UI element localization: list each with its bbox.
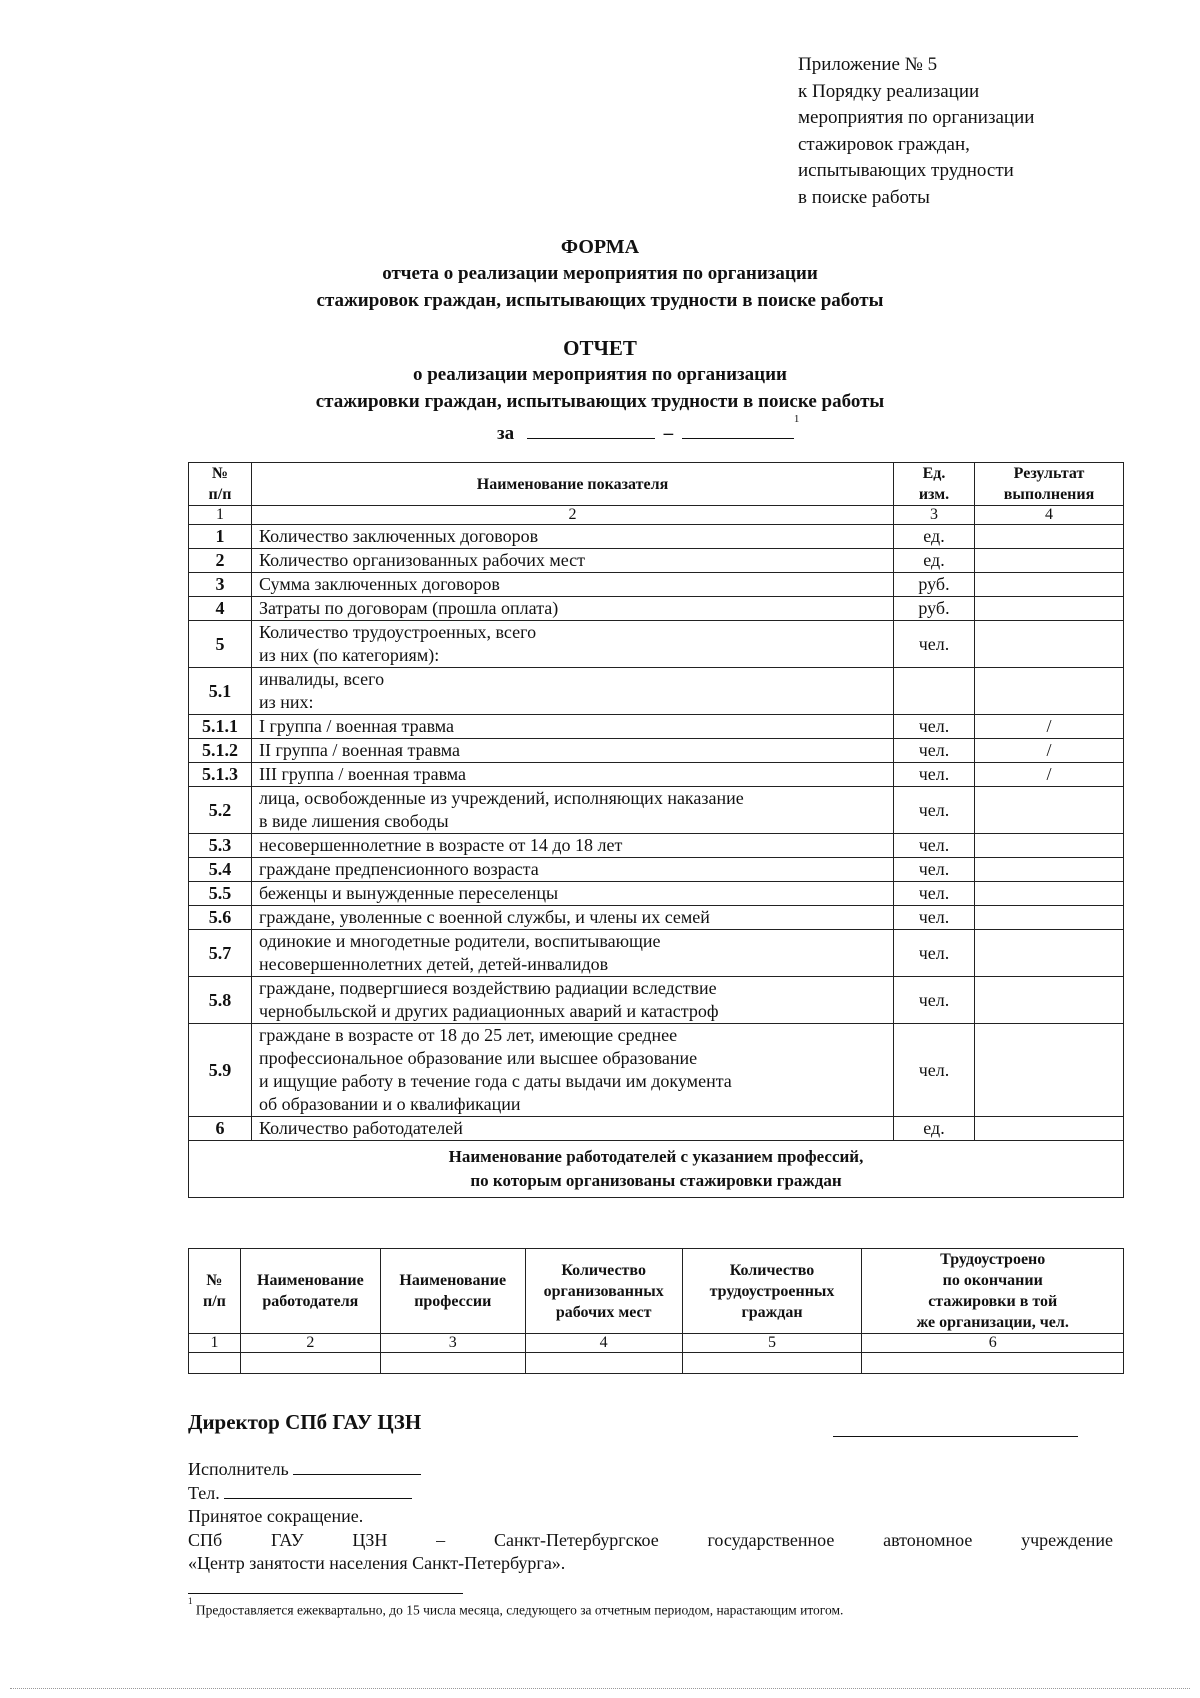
indicator-name (252, 739, 894, 763)
row-number: 5.7 (189, 930, 252, 977)
column-index: 4 (975, 506, 1124, 525)
column-index: 1 (189, 506, 252, 525)
employers-header-cell: Количество организованных рабочих мест (525, 1249, 682, 1334)
row-number: 5.5 (189, 882, 252, 906)
indicator-name (252, 977, 894, 1024)
result-cell[interactable] (975, 834, 1124, 858)
unit-of-measure: руб. (894, 597, 975, 621)
indicator-name-line: и ищущие работу в течение года с даты выдачи им документа (259, 1071, 732, 1091)
unit-of-measure: руб. (894, 573, 975, 597)
indicator-name (252, 549, 894, 573)
column-index: 2 (252, 506, 894, 525)
indicator-name (252, 834, 894, 858)
indicator-name-line: из них: (259, 692, 314, 712)
row-number: 3 (189, 573, 252, 597)
unit-of-measure: чел. (894, 787, 975, 834)
indicator-name-line: III группа / военная травма (259, 764, 467, 784)
abbreviation-line1: СПб ГАУ ЦЗН – Санкт-Петербургское государственное автономное учреждение (188, 1529, 1113, 1550)
unit-of-measure: чел. (894, 834, 975, 858)
unit-of-measure: чел. (894, 977, 975, 1024)
row-number: 5.1.1 (189, 715, 252, 739)
table-row (189, 882, 1124, 906)
column-index: 1 (189, 1334, 241, 1353)
appendix-line: Приложение № 5 (798, 54, 938, 75)
employers-header-row (189, 1249, 1124, 1334)
result-cell[interactable] (975, 1024, 1124, 1117)
empty-cell[interactable] (682, 1353, 862, 1374)
form-subtitle-line2: стажировок граждан, испытывающих трудности в поиске работы (316, 290, 884, 311)
unit-of-measure: чел. (894, 739, 975, 763)
result-cell[interactable] (975, 668, 1124, 715)
result-cell[interactable] (975, 858, 1124, 882)
indicator-name-line: граждане в возрасте от 18 до 25 лет, имеющие среднее (259, 1025, 678, 1045)
table-row (189, 906, 1124, 930)
column-index: 6 (862, 1334, 1124, 1353)
table-row (189, 621, 1124, 668)
row-number: 4 (189, 597, 252, 621)
row-number: 5.1 (189, 668, 252, 715)
employers-header-cell: Трудоустроено по окончании стажировки в той же организации, чел. (862, 1249, 1124, 1334)
header-unit: Ед. изм. (894, 463, 975, 506)
table-row (189, 1117, 1124, 1141)
indicator-name-line: граждане, подвергшиеся воздействию радиации вследствие (259, 978, 717, 998)
employers-index-row (189, 1334, 1124, 1353)
period-start-field[interactable] (527, 418, 655, 439)
indicator-name-line: Количество работодателей (259, 1118, 463, 1138)
row-number: 5.1.2 (189, 739, 252, 763)
executor-field[interactable] (293, 1458, 421, 1475)
table-row (189, 597, 1124, 621)
unit-of-measure: ед. (894, 1117, 975, 1141)
table-row (189, 977, 1124, 1024)
indicator-name-line: I группа / военная травма (259, 716, 455, 736)
table-row (189, 1024, 1124, 1117)
indicator-name-line: Количество трудоустроенных, всего (259, 622, 537, 642)
form-title: ФОРМА (560, 236, 640, 258)
table-row (189, 834, 1124, 858)
column-index: 3 (894, 506, 975, 525)
column-index: 5 (682, 1334, 862, 1353)
report-subtitle-line2: стажировки граждан, испытывающих трудности в поиске работы (315, 391, 885, 412)
indicator-name-line: об образовании и о квалификации (259, 1094, 521, 1114)
appendix-line: мероприятия по организации (798, 107, 1035, 128)
table-row (189, 525, 1124, 549)
row-number: 5.4 (189, 858, 252, 882)
employers-table (188, 1248, 1124, 1374)
row-number: 1 (189, 525, 252, 549)
unit-of-measure: чел. (894, 906, 975, 930)
indicator-name (252, 621, 894, 668)
employers-section-title: Наименование работодателей с указанием профессий, по которым организованы стажировки граждан (189, 1141, 1124, 1198)
table-row (189, 930, 1124, 977)
appendix-line: испытывающих трудности (798, 160, 1014, 181)
empty-cell[interactable] (380, 1353, 525, 1374)
report-period (497, 412, 800, 445)
indicator-name (252, 906, 894, 930)
appendix-line: к Порядку реализации (798, 80, 980, 102)
row-number: 5.6 (189, 906, 252, 930)
table-row (189, 715, 1124, 739)
unit-of-measure: чел. (894, 1024, 975, 1117)
header-num: № п/п (189, 463, 252, 506)
row-number: 5.3 (189, 834, 252, 858)
employers-header-cell: № п/п (189, 1249, 241, 1334)
table-row (189, 763, 1124, 787)
indicator-name (252, 573, 894, 597)
employers-header-cell: Наименование работодателя (240, 1249, 380, 1334)
table-row (189, 858, 1124, 882)
report-title: ОТЧЕТ (563, 336, 637, 360)
indicator-name (252, 525, 894, 549)
appendix-reference (798, 52, 1034, 211)
table-row (189, 787, 1124, 834)
signature-line[interactable] (833, 1436, 1078, 1437)
employers-header-cell: Количество трудоустроенных граждан (682, 1249, 862, 1334)
indicator-name (252, 1117, 894, 1141)
empty-cell[interactable] (525, 1353, 682, 1374)
indicator-name-line: граждане, уволенные с военной службы, и члены их семей (259, 907, 710, 927)
result-cell[interactable]: / (975, 715, 1124, 739)
indicator-name (252, 882, 894, 906)
indicator-name-line: Количество заключенных договоров (259, 526, 539, 546)
page-edge-divider (10, 1688, 1190, 1689)
unit-of-measure: чел. (894, 763, 975, 787)
indicator-name (252, 763, 894, 787)
unit-of-measure: чел. (894, 858, 975, 882)
result-cell[interactable] (975, 573, 1124, 597)
result-cell[interactable] (975, 549, 1124, 573)
indicator-name-line: Количество организованных рабочих мест (259, 550, 586, 570)
indicator-name-line: одинокие и многодетные родители, воспитывающие (259, 931, 661, 951)
period-prefix: за (497, 423, 515, 444)
column-index: 3 (380, 1334, 525, 1353)
header-indicator-name: Наименование показателя (252, 463, 894, 506)
indicator-name-line: II группа / военная травма (259, 740, 461, 760)
unit-of-measure: чел. (894, 930, 975, 977)
period-end-field[interactable] (682, 418, 794, 439)
empty-cell[interactable] (862, 1353, 1124, 1374)
period-dash: – (663, 423, 674, 444)
result-cell[interactable] (975, 977, 1124, 1024)
table-row (189, 549, 1124, 573)
indicator-name-line: Сумма заключенных договоров (259, 574, 500, 594)
unit-of-measure: чел. (894, 715, 975, 739)
indicator-name (252, 597, 894, 621)
indicator-name-line: несовершеннолетние в возрасте от 14 до 18 лет (259, 835, 623, 855)
row-number: 5.8 (189, 977, 252, 1024)
result-cell[interactable] (975, 906, 1124, 930)
result-cell[interactable] (975, 525, 1124, 549)
table-header-row (189, 463, 1124, 506)
column-index: 2 (240, 1334, 380, 1353)
unit-of-measure: ед. (894, 525, 975, 549)
indicator-name (252, 1024, 894, 1117)
abbreviation-title: Принятое сокращение. (188, 1506, 364, 1526)
column-index: 4 (525, 1334, 682, 1353)
result-cell[interactable] (975, 787, 1124, 834)
indicator-name-line: чернобыльской и других радиационных аварий и катастроф (259, 1001, 719, 1021)
indicator-name-line: беженцы и вынужденные переселенцы (259, 883, 559, 903)
report-subtitle-line1: о реализации мероприятия по организации (412, 364, 787, 385)
indicator-name (252, 858, 894, 882)
footnote-divider (188, 1593, 463, 1594)
unit-of-measure: чел. (894, 882, 975, 906)
phone-field[interactable] (224, 1482, 412, 1499)
indicator-name (252, 715, 894, 739)
unit-of-measure: чел. (894, 621, 975, 668)
table-row (189, 573, 1124, 597)
footnote-number: 1 (188, 1596, 193, 1606)
header-result: Результат выполнения (975, 463, 1124, 506)
result-cell[interactable] (975, 1117, 1124, 1141)
section-title-row (189, 1141, 1124, 1198)
row-number: 5.2 (189, 787, 252, 834)
result-cell[interactable]: / (975, 763, 1124, 787)
indicator-name-line: из них (по категориям): (259, 645, 440, 665)
empty-cell[interactable] (240, 1353, 380, 1374)
result-cell[interactable]: / (975, 739, 1124, 763)
abbreviation-line2: «Центр занятости населения Санкт-Петербурга». (188, 1553, 566, 1573)
result-cell[interactable] (975, 930, 1124, 977)
footnote-text: Предоставляется ежеквартально, до 15 числа месяца, следующего за отчетным периодом, нарастающим итогом. (195, 1602, 844, 1618)
result-cell[interactable] (975, 597, 1124, 621)
indicator-name (252, 787, 894, 834)
table-row (189, 668, 1124, 715)
employers-header-cell: Наименование профессии (380, 1249, 525, 1334)
indicator-name (252, 668, 894, 715)
form-subtitle-line1: отчета о реализации мероприятия по организации (382, 263, 818, 284)
indicator-name-line: лица, освобожденные из учреждений, исполняющих наказание (259, 788, 744, 808)
indicator-name-line: граждане предпенсионного возраста (259, 859, 539, 879)
footnote-mark: 1 (793, 412, 800, 425)
result-cell[interactable] (975, 882, 1124, 906)
result-cell[interactable] (975, 621, 1124, 668)
row-number: 6 (189, 1117, 252, 1141)
column-index-row (189, 506, 1124, 525)
empty-cell[interactable] (189, 1353, 241, 1374)
indicator-name (252, 930, 894, 977)
footnote (188, 1596, 844, 1619)
appendix-line: в поиске работы (798, 186, 930, 208)
indicator-name-line: в виде лишения свободы (259, 811, 449, 831)
footer-block (188, 1458, 1113, 1576)
unit-of-measure (894, 668, 975, 715)
indicators-table (188, 462, 1124, 1198)
indicator-name-line: профессиональное образование или высшее образование (259, 1048, 698, 1068)
row-number: 5 (189, 621, 252, 668)
unit-of-measure: ед. (894, 549, 975, 573)
phone-label: Тел. (188, 1482, 220, 1503)
table-row (189, 739, 1124, 763)
executor-label: Исполнитель (188, 1459, 289, 1479)
indicator-name-line: Затраты по договорам (прошла оплата) (259, 598, 559, 618)
director-title: Директор СПб ГАУ ЦЗН (188, 1410, 422, 1434)
indicator-name-line: несовершеннолетних детей, детей-инвалидов (259, 954, 609, 974)
employers-empty-row (189, 1353, 1124, 1374)
row-number: 2 (189, 549, 252, 573)
indicator-name-line: инвалиды, всего (259, 669, 385, 689)
row-number: 5.9 (189, 1024, 252, 1117)
appendix-line: стажировок граждан, (798, 133, 970, 155)
row-number: 5.1.3 (189, 763, 252, 787)
